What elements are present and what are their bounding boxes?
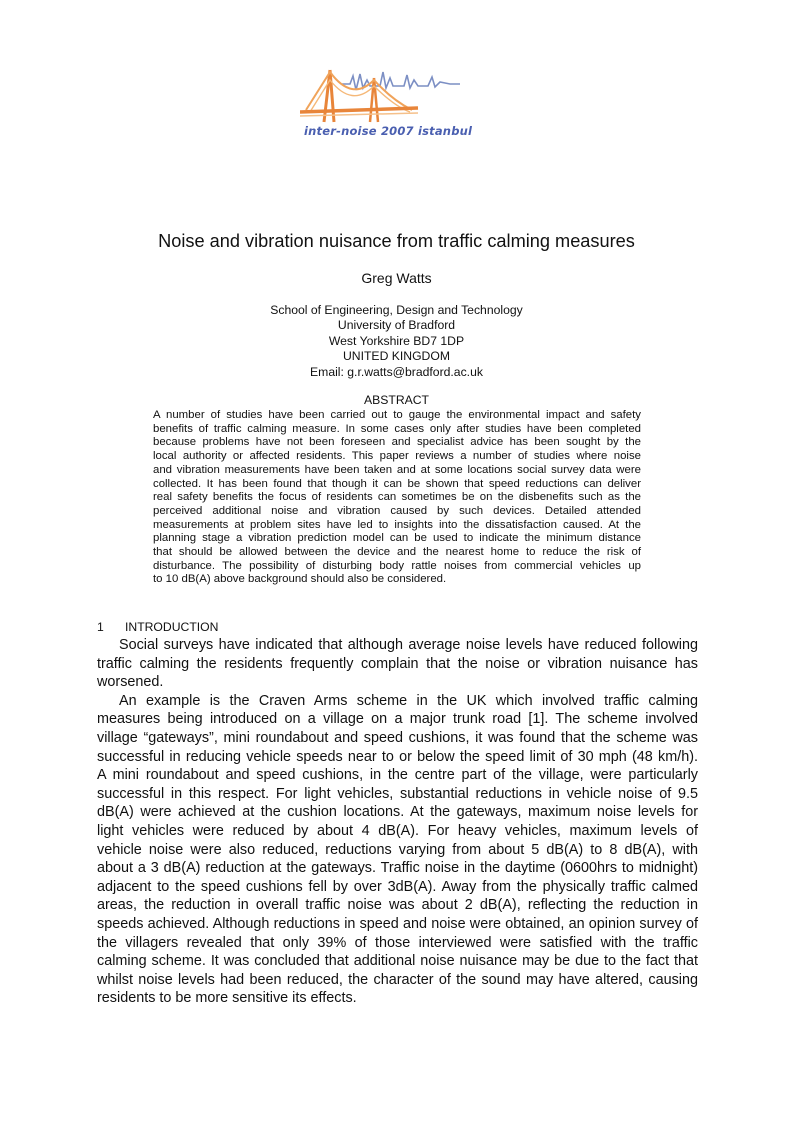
- section-title: INTRODUCTION: [125, 620, 219, 634]
- section-number: 1: [97, 620, 104, 634]
- abstract-line: A number of studies have been carried out to gauge the environmental impact and safety: [153, 409, 641, 421]
- abstract-line: disturbance. The possibility of disturbing body rattle noises from commercial vehicles up: [153, 559, 641, 572]
- abstract-line: local authority or affected residents. This paper reviews a number of studies where noise: [153, 450, 641, 463]
- affiliation-line: UNITED KINGDOM: [343, 349, 450, 364]
- abstract-line: because problems have not been foreseen and specialist advice has been sought by the: [153, 436, 641, 449]
- body-line: vehicle noise were also reduced, reductions varying from about 5 dB(A) to 8 dB(A), with: [97, 841, 698, 858]
- body-line: the villagers revealed that only 39% of those interviewed were satisfied with the traffic: [97, 934, 698, 951]
- body-line: dB(A) were achieved at the cushion locations. At the gateways, maximum noise levels for: [97, 804, 698, 821]
- conference-logo: [300, 66, 490, 146]
- body-line: measures being introduced on a village on a major trunk road [1]. The scheme involved: [97, 711, 698, 728]
- body-line: residents to be more sensitive its effects.: [97, 990, 357, 1007]
- body-line: areas, the reduction in overall traffic noise was about 2 dB(A), reflecting the reduction in: [97, 897, 698, 914]
- body-line: A mini roundabout and speed cushions, in the centre part of the village, were particularly: [97, 767, 698, 784]
- body-line: calming scheme. It was concluded that additional noise nuisance may be due to the fact that: [97, 953, 698, 970]
- body-line: village “gateways”, mini roundabout and speed cushions, it was found that the scheme was: [97, 729, 698, 746]
- paper-title: Noise and vibration nuisance from traffic calming measures: [158, 231, 635, 251]
- body-line: whilst noise levels had been reduced, the character of the sound may have altered, causing: [97, 971, 698, 988]
- abstract-line: to 10 dB(A) above background should also be considered.: [153, 573, 447, 586]
- abstract-line: real safety benefits the focus of residents can sometimes be on the disbenefits such as the: [153, 491, 641, 504]
- affiliation-line: School of Engineering, Design and Technology: [270, 303, 523, 317]
- introduction-body: [97, 636, 698, 1008]
- author-name: Greg Watts: [361, 270, 432, 286]
- affiliation-line: West Yorkshire BD7 1DP: [328, 333, 465, 348]
- body-line: worsened.: [97, 674, 164, 691]
- abstract-line: perceived additional noise and vibration caused by such devices. Detailed attended: [153, 504, 641, 517]
- bridge-logo-icon: [300, 66, 490, 126]
- affiliation-block: [0, 303, 793, 380]
- logo-text: inter-noise 2007 istanbul: [304, 124, 473, 138]
- abstract-line: collected. It has been found that though it can be shown that speed reductions can deliver: [153, 477, 641, 490]
- email-line: Email: g.r.watts@bradford.ac.uk: [310, 364, 483, 379]
- abstract-line: that should be allowed between the device and the nearest home to reduce the risk of: [153, 546, 641, 559]
- affiliation-line: University of Bradford: [337, 318, 456, 333]
- abstract-line: measurements at problem sites have led to insights into the dissatisfaction caused. At the: [153, 518, 641, 531]
- abstract-line: benefits of traffic calming measure. In some cases only after studies have been completed: [153, 422, 641, 435]
- body-line: successful in this respect. For light vehicles, substantial reductions in vehicle noise of 9.5: [97, 785, 698, 802]
- abstract-line: and vibration measurements have been taken and at some locations social survey data were: [153, 463, 641, 476]
- body-line: successful in reducing vehicle speeds near to or below the speed limit of 30 mph (48 km/h).: [97, 748, 698, 765]
- abstract-text: [153, 409, 641, 587]
- abstract-heading: ABSTRACT: [363, 393, 429, 407]
- body-line: speeds achieved. Although reductions in speed and noise were obtained, an opinion survey of: [97, 915, 698, 932]
- body-line: Social surveys have indicated that although average noise levels have reduced following: [119, 637, 698, 653]
- section-heading: [97, 620, 218, 634]
- body-line: light vehicles were reduced by about 4 dB(A). For heavy vehicles, maximum levels of: [97, 822, 698, 839]
- body-line: An example is the Craven Arms scheme in the UK which involved traffic calming: [119, 692, 698, 709]
- body-line: adjacent to the speed cushions fell by over 3dB(A). Away from the physically traffic calmed: [97, 878, 698, 895]
- body-line: traffic calming the residents frequently complain that the noise or vibration nuisance has: [97, 655, 698, 672]
- body-line: about a 3 dB(A) reduction at the gateways. Traffic noise in the daytime (0600hrs to midnight): [97, 860, 698, 877]
- abstract-line: planning stage a vibration prediction model can be used to indicate the minimum distance: [153, 532, 641, 545]
